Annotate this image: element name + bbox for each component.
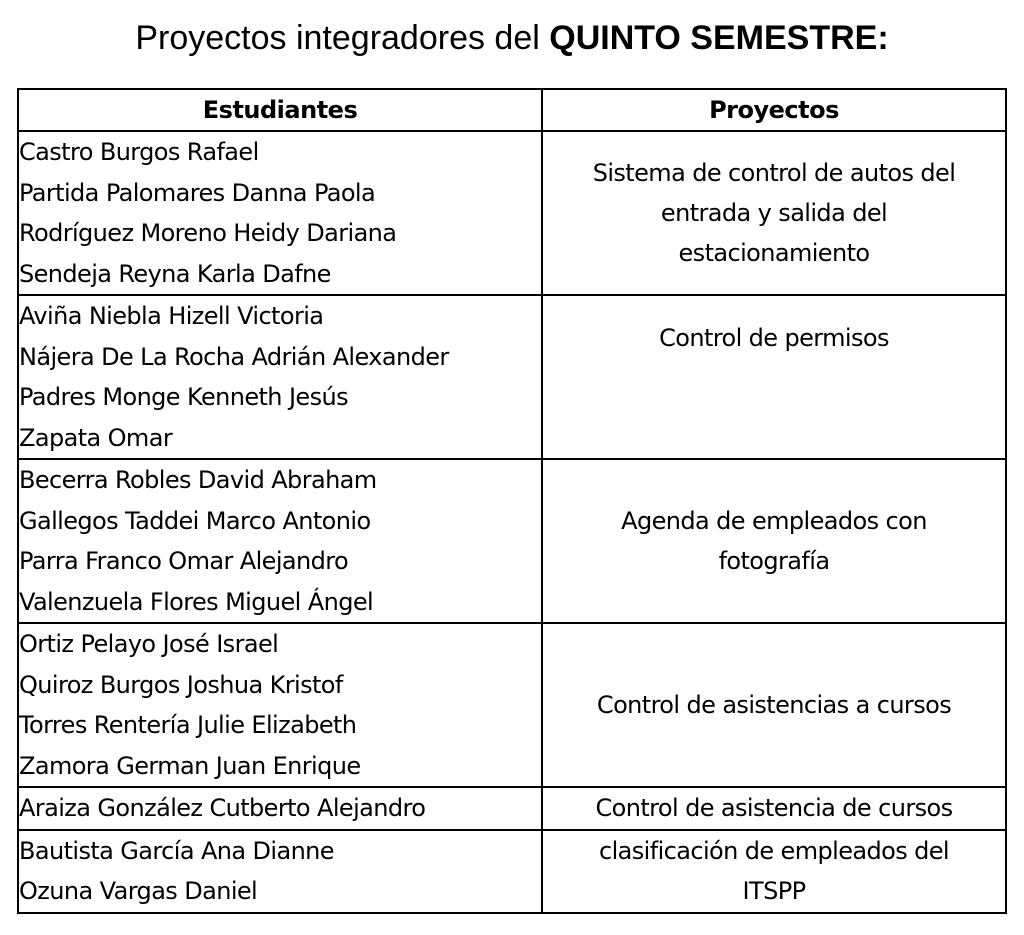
student-name: Aviña Niebla Hizell Victoria <box>19 302 324 330</box>
project-line: Sistema de control de autos del <box>592 159 956 187</box>
table-row <box>18 830 1006 913</box>
student-name: Torres Rentería Julie Elizabeth <box>19 711 357 739</box>
student-name: Gallegos Taddei Marco Antonio <box>19 506 371 535</box>
student-name: Ortiz Pelayo José Israel <box>19 630 279 658</box>
student-name: Rodríguez Moreno Heidy Dariana <box>19 219 397 247</box>
project-line: Control de asistencia de cursos <box>595 794 953 823</box>
project-cell <box>542 787 1006 830</box>
project-line: Control de asistencias a cursos <box>596 691 952 719</box>
student-name: Araiza González Cutberto Alejandro <box>19 794 426 822</box>
project-line: Agenda de empleados con <box>621 507 927 535</box>
student-name: Ozuna Vargas Daniel <box>19 877 258 905</box>
project-line: Control de permisos <box>659 324 889 352</box>
project-line: clasificación de empleados del <box>598 837 950 865</box>
student-name: Quiroz Burgos Joshua Kristof <box>19 670 343 699</box>
project-line: ITSPP <box>742 877 806 905</box>
table-row <box>18 459 1006 623</box>
title-prefix: Proyectos integradores del <box>135 19 550 57</box>
project-cell <box>542 295 1006 459</box>
project-cell <box>542 131 1006 295</box>
header-proyectos: Proyectos <box>542 89 1006 131</box>
students-cell <box>18 459 542 623</box>
student-name: Parra Franco Omar Alejandro <box>19 547 349 575</box>
student-name: Becerra Robles David Abraham <box>19 466 377 494</box>
table-row <box>18 295 1006 459</box>
table-row <box>18 131 1006 295</box>
student-name: Castro Burgos Rafael <box>19 138 259 166</box>
project-cell <box>542 459 1006 623</box>
table-row <box>18 787 1006 830</box>
student-name: Valenzuela Flores Miguel Ángel <box>19 587 374 616</box>
student-name: Padres Monge Kenneth Jesús <box>19 383 349 411</box>
table-header-row <box>18 89 1006 131</box>
page-title <box>0 16 1024 60</box>
students-cell <box>18 830 542 913</box>
students-cell <box>18 787 542 830</box>
header-estudiantes: Estudiantes <box>18 89 542 131</box>
project-cell <box>542 830 1006 913</box>
project-line: estacionamiento <box>678 239 870 267</box>
students-cell <box>18 131 542 295</box>
project-line: fotografía <box>718 547 830 575</box>
title-emphasis: QUINTO SEMESTRE: <box>549 19 889 57</box>
student-name: Partida Palomares Danna Paola <box>19 178 376 207</box>
student-name: Zamora German Juan Enrique <box>19 751 361 780</box>
student-name: Nájera De La Rocha Adrián Alexander <box>19 342 449 371</box>
student-name: Zapata Omar <box>19 423 173 452</box>
project-cell <box>542 623 1006 787</box>
students-cell <box>18 623 542 787</box>
projects-table <box>17 88 1007 914</box>
student-name: Sendeja Reyna Karla Dafne <box>19 259 331 288</box>
table-row <box>18 623 1006 787</box>
project-line: entrada y salida del <box>660 199 888 227</box>
students-cell <box>18 295 542 459</box>
student-name: Bautista García Ana Dianne <box>19 836 334 865</box>
